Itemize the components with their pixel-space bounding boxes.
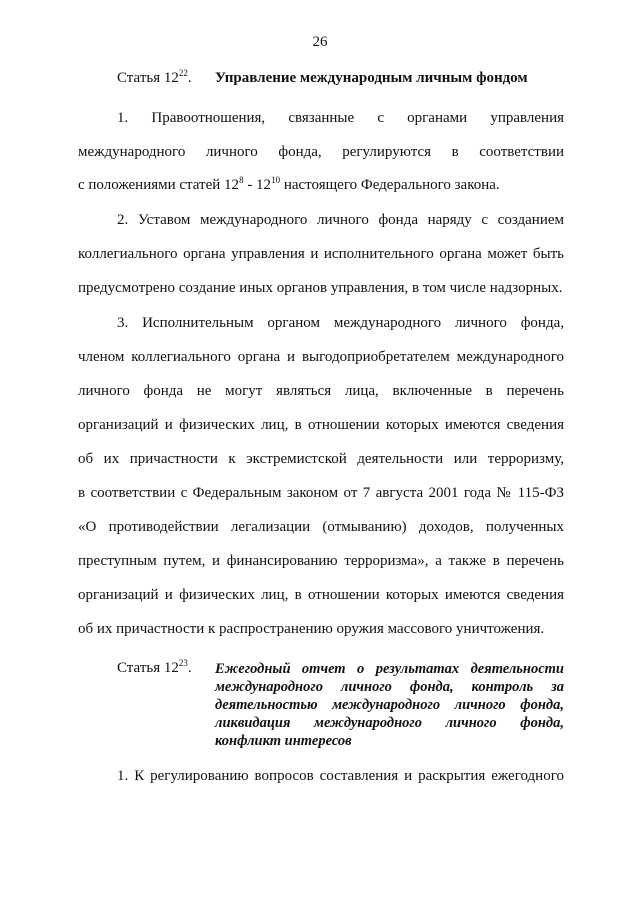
article-label-prefix: Статья 12 bbox=[117, 70, 179, 86]
article-label-sup: 22 bbox=[178, 68, 188, 78]
paragraph-text: - 12 bbox=[243, 177, 272, 193]
article-label-suffix: . bbox=[187, 70, 192, 86]
superscript: 8 bbox=[239, 175, 244, 185]
article-title-line: международного личного фонда, контроль за bbox=[215, 679, 564, 695]
article-label-sup: 23 bbox=[178, 658, 188, 668]
article-title: Управление международным личным фондом bbox=[215, 70, 528, 86]
paragraph-line: преступным путем, и финансированию терроризма», а также в перечень bbox=[78, 553, 564, 569]
paragraph-line: международного личного фонда, регулируются в соответствии bbox=[78, 144, 564, 160]
paragraph-line: об их причастности к экстремистской деятельности или терроризму, bbox=[78, 451, 564, 467]
article-label bbox=[117, 70, 192, 87]
article-label-suffix: . bbox=[187, 660, 192, 676]
paragraph-line: 2. Уставом международного личного фонда наряду с созданием bbox=[117, 212, 564, 228]
paragraph-line: 1. К регулированию вопросов составления и раскрытия ежегодного bbox=[117, 768, 564, 784]
article-title-line: деятельностью международного личного фонда, bbox=[215, 697, 564, 713]
paragraph-line: личного фонда не могут являться лица, включенные в перечень bbox=[78, 383, 564, 399]
paragraph-line: коллегиального органа управления и исполнительного органа может быть bbox=[78, 246, 564, 262]
paragraph-line: предусмотрено создание иных органов управления, в том числе надзорных. bbox=[78, 280, 563, 296]
paragraph-line: об их причастности к распространению оружия массового уничтожения. bbox=[78, 621, 545, 637]
paragraph-line: 3. Исполнительным органом международного личного фонда, bbox=[117, 315, 564, 331]
paragraph-line: членом коллегиального органа и выгодоприобретателем международного bbox=[78, 349, 564, 365]
paragraph-text: настоящего Федерального закона. bbox=[280, 177, 500, 193]
article-label bbox=[117, 660, 192, 677]
paragraph-line bbox=[78, 177, 564, 194]
article-label-prefix: Статья 12 bbox=[117, 660, 179, 676]
article-title-line: ликвидация международного личного фонда, bbox=[215, 715, 564, 731]
paragraph-line: «О противодействии легализации (отмыванию) доходов, полученных bbox=[78, 519, 564, 535]
paragraph-line: организаций и физических лиц, в отношении которых имеются сведения bbox=[78, 417, 564, 433]
paragraph-line: организаций и физических лиц, в отношении которых имеются сведения bbox=[78, 587, 564, 603]
paragraph-text: с положениями статей 12 bbox=[78, 177, 240, 193]
page-number: 26 bbox=[312, 34, 328, 50]
paragraph-line: 1. Правоотношения, связанные с органами управления bbox=[117, 110, 564, 126]
article-title-line: конфликт интересов bbox=[215, 733, 352, 749]
superscript: 10 bbox=[271, 175, 281, 185]
article-title-line: Ежегодный отчет о результатах деятельности bbox=[215, 661, 564, 677]
paragraph-line: в соответствии с Федеральным законом от 7 августа 2001 года № 115-ФЗ bbox=[78, 485, 564, 501]
